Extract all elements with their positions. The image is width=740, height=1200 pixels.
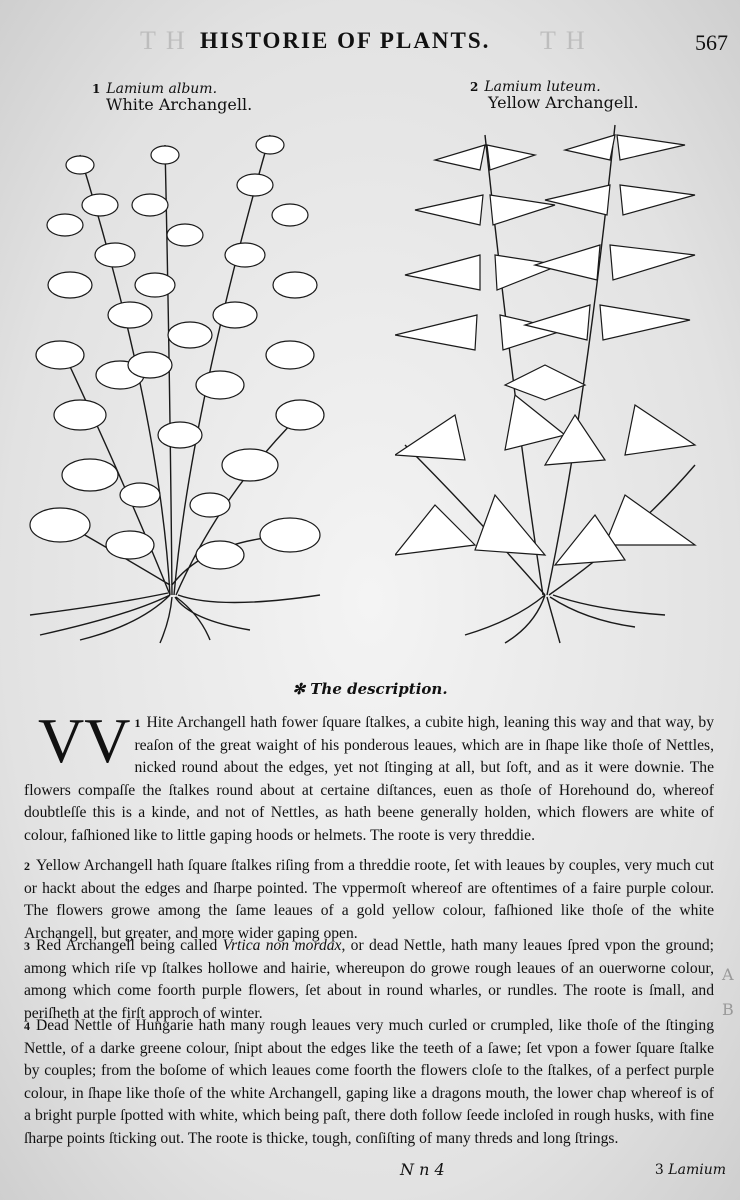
drop-cap: VV	[38, 705, 131, 776]
figure-1-latin-name: Lamium album.	[106, 81, 218, 97]
show-through-text: T H	[540, 26, 587, 55]
paragraph-text: Hite Archangell hath fower ſquare ſtalkes, a cubite high, leaning this way and that way, by reaſon of the great waight of his ponderous leaues, which are in ſhape like thoſe of Nettles, nicked round about the edges, yet not ſtinging at all, but ſoft, and as it were downie. The flowers compaſſe the ſtalkes round about at certaine diſtances, euen as thoſe of Horehound do, whereof doubtleſſe this is a kinde, and not of Nettles, as hath beene generally holden, which flowers are white of colour, faſhioned like to little gaping hoods or helmets. The roote is very threddie.	[24, 714, 714, 844]
running-title: HISTORIE OF PLANTS.	[200, 28, 491, 53]
paragraph-text: , or dead Nettle, hath many leaues ſpred vpon the ground; among which riſe vp ſtalkes hollowe and hairie, whereupon do growe rough leaues of an ouerworne colour, among which come foorth purple flowers, ſet about in round wharles, or rundles. The roote is ſmall, and periſheth at the firſt approch of winter.	[24, 937, 714, 1022]
description-paragraph-4	[24, 1015, 714, 1150]
signature-mark: N n 4	[400, 1160, 445, 1179]
description-paragraph-3	[24, 935, 714, 1025]
catchword-text: Lamium	[668, 1162, 726, 1178]
paragraph-text: Yellow Archangell hath ſquare ſtalkes riſing from a threddie roote, ſet with leaues by couples, very much cut or hackt about the edges and ſharpe pointed. The vppermoſt whereof are oftentimes of a faire purple colour. The flowers growe among the ſame leaues of a gold yellow colour, faſhioned like thoſe of the white Archangell, but greater, and more wider gaping open.	[24, 857, 714, 942]
paragraph-number: 4	[24, 1019, 30, 1033]
description-heading-text: The description.	[310, 680, 448, 698]
figure-1-number: 1	[92, 82, 101, 96]
catchword-number: 3	[654, 1162, 664, 1178]
white-archangell-woodcut	[20, 115, 340, 645]
figure-2-number: 2	[470, 80, 479, 94]
figure-1-common-name: White Archangell.	[106, 94, 253, 114]
description-paragraph-1	[24, 705, 714, 847]
paragraph-number: 3	[24, 939, 30, 953]
paragraph-text: Dead Nettle of Hungarie hath many rough leaues very much curled or crumpled, like thoſe of the ſtinging Nettle, of a darke greene colour, ſnipt about the edges like the teeth of a ſawe; ſet vpon a fower ſquare ſtalke by couples; from the boſome of which leaues come foorth the flowers cloſe to the ſtalkes, of a perfect purple colour, in ſhape like thoſe of the white Archangell, gaping like a dragons mouth, the lower chap whereof is of a bright purple ſpotted with white, which being paſt, there doth follow ſeede incloſed in rough husks, with fine ſharpe points ſticking out. The roote is thicke, tough, conſiſting of many threds and long ſtrings.	[24, 1017, 714, 1147]
show-through-text: T H	[140, 26, 187, 55]
figure-2-caption	[470, 78, 639, 112]
paragraph-number: 1	[134, 716, 141, 730]
figure-2-latin-name: Lamium luteum.	[484, 79, 601, 95]
show-through-letter: A	[722, 965, 734, 984]
figure-2-common-name: Yellow Archangell.	[488, 92, 639, 112]
page-number: 567	[695, 30, 728, 55]
description-paragraph-2	[24, 855, 714, 945]
paragraph-number: 2	[24, 859, 30, 873]
paragraph-text: Red Archangell being called	[36, 937, 223, 954]
catchword	[655, 1162, 726, 1178]
show-through-letter: B	[722, 1000, 734, 1019]
yellow-archangell-woodcut	[395, 115, 705, 645]
description-heading: ✻ The description.	[292, 680, 448, 698]
latin-term: Vrtica non mordax	[222, 937, 342, 954]
figure-1-caption	[92, 80, 252, 114]
